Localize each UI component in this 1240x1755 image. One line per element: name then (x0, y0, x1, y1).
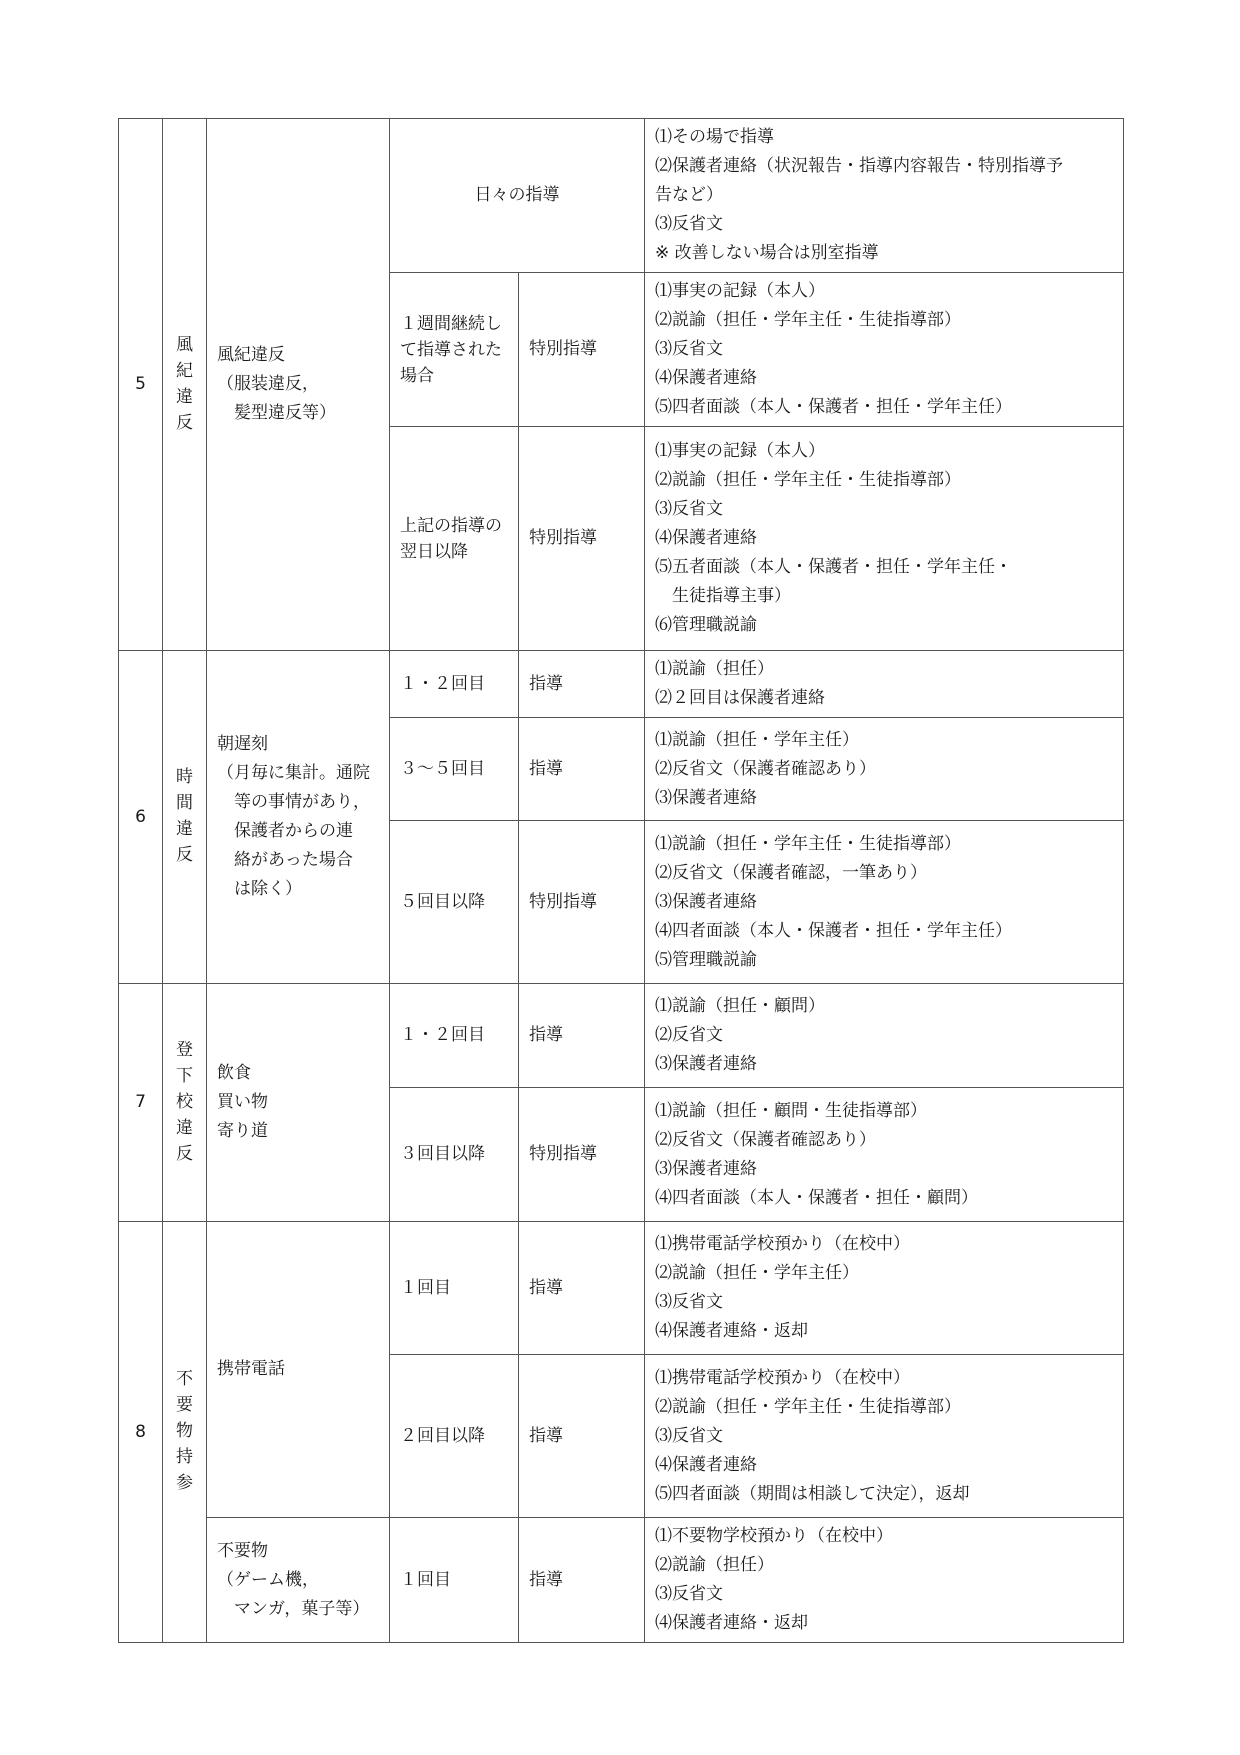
violation-description (207, 119, 390, 651)
condition-cell: ３回目以降 (390, 1088, 519, 1222)
violation-line: 不要物 (217, 1540, 268, 1561)
rule-number: 7 (119, 984, 163, 1222)
violation-line: （ゲーム機， (217, 1569, 319, 1590)
rule-number: 6 (119, 651, 163, 984)
discipline-table (118, 118, 1124, 1643)
rule-number: 8 (119, 1222, 163, 1643)
violation-line: 髪型違反等） (217, 403, 336, 423)
condition-cell: １回目 (390, 1222, 519, 1355)
action-item: ⑶反省文 (655, 214, 723, 234)
category-text: 風紀違反 (176, 334, 193, 433)
action-item: ⑴携帯電話学校預かり（在校中） (655, 1367, 910, 1388)
actions-cell (645, 984, 1124, 1088)
action-item: ⑵説諭（担任・学年主任・生徒指導部） (655, 1396, 961, 1417)
action-item: ⑴事実の記録（本人） (655, 281, 825, 301)
rule-category (163, 119, 207, 651)
action-item: ⑵保護者連絡（状況報告・指導内容報告・特別指導予 (655, 156, 1063, 176)
level-cell: 指導 (519, 1518, 645, 1643)
table-row (119, 119, 1124, 273)
violation-description (207, 1222, 390, 1518)
action-item: ⑵反省文（保護者確認，一筆あり） (655, 862, 927, 883)
rule-number: 5 (119, 119, 163, 651)
action-item: ⑵説諭（担任） (655, 1555, 774, 1575)
level-cell: 特別指導 (519, 1088, 645, 1222)
action-item: ⑶保護者連絡 (655, 1054, 757, 1074)
rule-category (163, 984, 207, 1222)
action-item: ⑶保護者連絡 (655, 891, 757, 912)
action-item: 告など） (655, 185, 723, 205)
action-item: ⑷保護者連絡・返却 (655, 1613, 808, 1633)
actions-cell (645, 119, 1124, 273)
condition-cell: 日々の指導 (390, 119, 645, 273)
violation-line: （服装違反， (217, 374, 319, 394)
action-item: ⑷保護者連絡 (655, 368, 757, 388)
violation-line: （月毎に集計。通院 (217, 763, 370, 783)
violation-description (207, 1518, 390, 1643)
action-item: ⑸管理職説諭 (655, 949, 757, 970)
level-cell: 特別指導 (519, 427, 645, 651)
action-item: ⑷四者面談（本人・保護者・担任・学年主任） (655, 920, 1012, 941)
action-item: ⑴説諭（担任・学年主任） (655, 729, 859, 750)
rule-category (163, 651, 207, 984)
violation-line: 朝遅刻 (217, 734, 268, 754)
action-item: ⑷保護者連絡 (655, 1454, 757, 1475)
level-cell: 指導 (519, 1222, 645, 1355)
action-item: ⑷四者面談（本人・保護者・担任・顧問） (655, 1187, 978, 1208)
level-cell: 指導 (519, 651, 645, 718)
violation-line: マンガ，菓子等） (217, 1598, 370, 1619)
actions-cell (645, 1518, 1124, 1643)
action-item: ⑶反省文 (655, 499, 723, 519)
condition-cell: 上記の指導の翌日以降 (390, 427, 519, 651)
condition-cell: １週間継続して指導された場合 (390, 273, 519, 427)
action-item: ⑴説諭（担任・顧問・生徒指導部） (655, 1100, 927, 1121)
table-row (119, 984, 1124, 1088)
category-text: 不要物持参 (176, 1369, 193, 1493)
action-item: ⑴事実の記録（本人） (655, 441, 825, 461)
action-item: ⑵説諭（担任・学年主任・生徒指導部） (655, 470, 961, 490)
action-item: ⑵反省文（保護者確認あり） (655, 1129, 876, 1150)
table-row (119, 651, 1124, 718)
actions-cell (645, 273, 1124, 427)
action-item: ⑶保護者連絡 (655, 1158, 757, 1179)
level-cell: 指導 (519, 1355, 645, 1518)
action-item: ⑵２回目は保護者連絡 (655, 688, 825, 708)
condition-cell: １・２回目 (390, 984, 519, 1088)
violation-line: 保護者からの連 (217, 821, 353, 841)
actions-cell (645, 718, 1124, 821)
violation-line: 等の事情があり， (217, 792, 370, 812)
action-item: ⑸四者面談（本人・保護者・担任・学年主任） (655, 397, 1012, 417)
level-cell: 指導 (519, 984, 645, 1088)
actions-cell (645, 427, 1124, 651)
violation-line: 風紀違反 (217, 345, 285, 365)
actions-cell (645, 821, 1124, 984)
violation-line: 飲食 (217, 1063, 251, 1083)
violation-line: 買い物 (217, 1092, 268, 1112)
action-item: ⑵説諭（担任・学年主任・生徒指導部） (655, 310, 961, 330)
action-item: 生徒指導主事） (655, 586, 791, 606)
violation-description (207, 651, 390, 984)
action-item: ⑴携帯電話学校預かり（在校中） (655, 1234, 910, 1254)
violation-line: 携帯電話 (217, 1359, 285, 1379)
category-text: 時間違反 (176, 767, 193, 865)
action-item: ⑶反省文 (655, 339, 723, 359)
violation-line: 絡があった場合 (217, 850, 353, 870)
condition-cell: ２回目以降 (390, 1355, 519, 1518)
condition-cell: １回目 (390, 1518, 519, 1643)
action-item: ⑷保護者連絡・返却 (655, 1321, 808, 1341)
action-item: ⑸四者面談（期間は相談して決定），返却 (655, 1483, 970, 1504)
actions-cell (645, 1088, 1124, 1222)
action-item: ※ 改善しない場合は別室指導 (655, 243, 879, 263)
action-item: ⑴その場で指導 (655, 127, 774, 147)
actions-cell (645, 651, 1124, 718)
table-row (119, 1222, 1124, 1355)
level-cell: 特別指導 (519, 821, 645, 984)
action-item: ⑶反省文 (655, 1292, 723, 1312)
condition-cell: ３～５回目 (390, 718, 519, 821)
level-cell: 特別指導 (519, 273, 645, 427)
action-item: ⑷保護者連絡 (655, 528, 757, 548)
condition-cell: １・２回目 (390, 651, 519, 718)
action-item: ⑴説諭（担任） (655, 659, 774, 679)
action-item: ⑹管理職説諭 (655, 615, 757, 635)
action-item: ⑴説諭（担任・学年主任・生徒指導部） (655, 833, 961, 854)
violation-line: 寄り道 (217, 1121, 268, 1141)
action-item: ⑶反省文 (655, 1584, 723, 1604)
actions-cell (645, 1355, 1124, 1518)
level-cell: 指導 (519, 718, 645, 821)
category-text: 登下校違反 (176, 1039, 193, 1164)
action-item: ⑵反省文 (655, 1025, 723, 1045)
violation-description (207, 984, 390, 1222)
action-item: ⑴説諭（担任・顧問） (655, 996, 825, 1016)
violation-line: は除く） (217, 879, 302, 899)
action-item: ⑴不要物学校預かり（在校中） (655, 1526, 893, 1546)
rule-category (163, 1222, 207, 1643)
action-item: ⑵説諭（担任・学年主任） (655, 1263, 859, 1283)
action-item: ⑶保護者連絡 (655, 787, 757, 808)
action-item: ⑶反省文 (655, 1425, 723, 1446)
actions-cell (645, 1222, 1124, 1355)
action-item: ⑸五者面談（本人・保護者・担任・学年主任・ (655, 557, 1012, 577)
condition-cell: ５回目以降 (390, 821, 519, 984)
table-row (119, 1518, 1124, 1643)
action-item: ⑵反省文（保護者確認あり） (655, 758, 876, 779)
